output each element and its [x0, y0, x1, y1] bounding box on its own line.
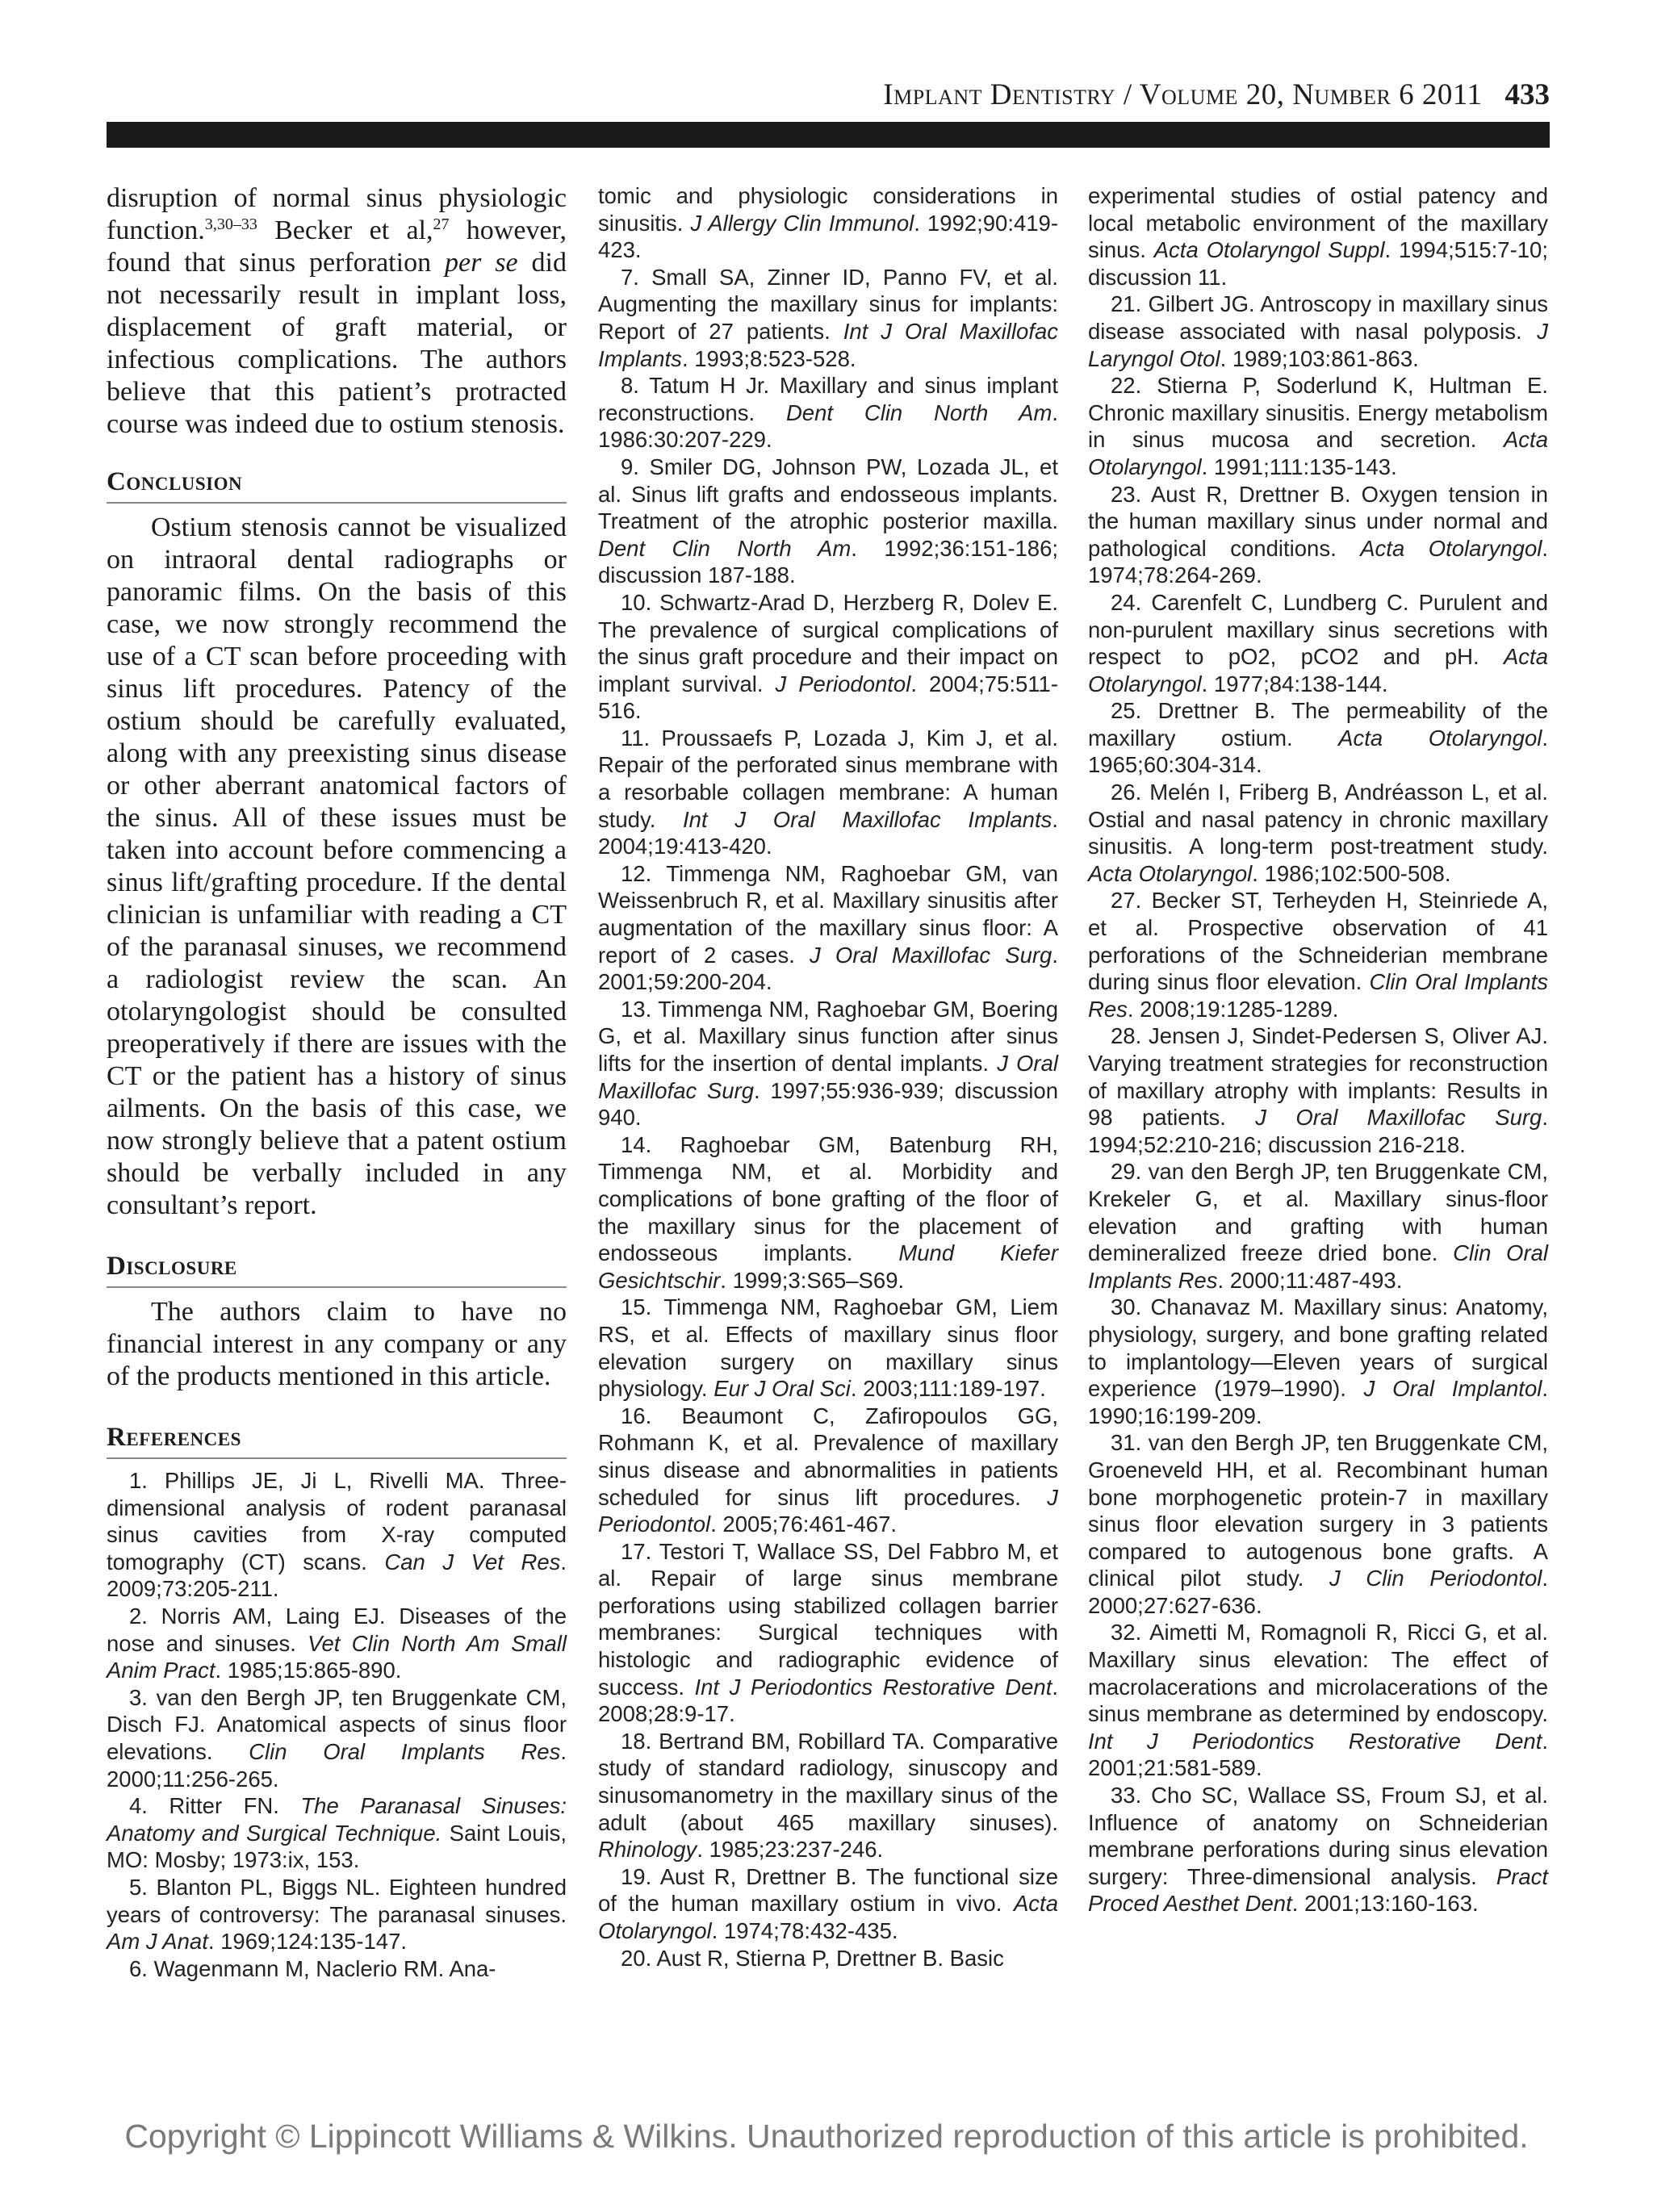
reference-item: 23. Aust R, Drettner B. Oxygen tension in the human maxillary sinus under normal and pathological conditions. Acta Otolaryngol. 1974;78:264-269. — [1088, 481, 1548, 588]
reference-item: 15. Timmenga NM, Raghoebar GM, Liem RS, et al. Effects of maxillary sinus floor elevation surgery on maxillary sinus physiology. Eur J Oral Sci. 2003;111:189-197. — [598, 1294, 1058, 1402]
reference-list-col1 — [107, 1467, 567, 1982]
reference-item: 29. van den Bergh JP, ten Bruggenkate CM, Krekeler G, et al. Maxillary sinus-floor elevation and grafting with human demineralized freeze dried bone. Clin Oral Implants Res. 2000;11:487-493. — [1088, 1159, 1548, 1293]
column-1 — [107, 182, 567, 1982]
reference-item: 27. Becker ST, Terheyden H, Steinriede A, et al. Prospective observation of 41 perforations of the Schneiderian membrane during sinus floor elevation. Clin Oral Implants Res. 2008;19:1285-1289. — [1088, 888, 1548, 1022]
reference-item: 32. Aimetti M, Romagnoli R, Ricci G, et al. Maxillary sinus elevation: The effect of macrolacerations and microlacerations of the sinus membrane as determined by endoscopy. Int J Periodontics Restorative Dent. 2001;21:581-589. — [1088, 1620, 1548, 1781]
disclosure-paragraph: The authors claim to have no financial interest in any company or any of the products mentioned in this article. — [107, 1297, 567, 1391]
citation-superscript: 27 — [433, 215, 450, 233]
reference-item: 26. Melén I, Friberg B, Andréasson L, et al. Ostial and nasal patency in chronic maxillary sinusitis. A long-term post-treatment study. Acta Otolaryngol. 1986;102:500-508. — [1088, 780, 1548, 886]
discussion-paragraph-end: disruption of normal sinus physiologic function.$^{3,30-33}$ Becker et al,$^{27}$ however, found that sinus perforation per se did not necessarily result in implant loss, displacement of graft material, or infectious complications. The authors believe that this patient’s protracted course was indeed due to ostium stenosis. — [107, 183, 567, 439]
reference-item: 28. Jensen J, Sindet-Pedersen S, Oliver AJ. Varying treatment strategies for reconstruction of maxillary atrophy with implants: Results in 98 patients. J Oral Maxillofac Surg. 1994;52:210-216; discussion 216-218. — [1088, 1023, 1548, 1157]
reference-item: 2. Norris AM, Laing EJ. Diseases of the nose and sinuses. Vet Clin North Am Small Anim Pract. 1985;15:865-890. — [107, 1603, 567, 1683]
reference-item: 4. Ritter FN. The Paranasal Sinuses: Anatomy and Surgical Technique. Saint Louis, MO: Mosby; 1973:ix, 153. — [107, 1793, 567, 1873]
references-heading: References — [107, 1420, 567, 1459]
journal-title: Implant Dentistry / Volume 20, Number 6 2011 — [883, 78, 1483, 111]
reference-item: 1. Phillips JE, Ji L, Rivelli MA. Three-dimensional analysis of rodent paranasal sinus cavities from X-ray computed tomography (CT) scans. Can J Vet Res. 2009;73:205-211. — [107, 1468, 567, 1602]
reference-item: 21. Gilbert JG. Antroscopy in maxillary sinus disease associated with nasal polyposis. J Laryngol Otol. 1989;103:861-863. — [1088, 291, 1548, 371]
reference-item: 10. Schwartz-Arad D, Herzberg R, Dolev E. The prevalence of surgical complications of the sinus graft procedure and their impact on implant survival. J Periodontol. 2004;75:511-516. — [598, 589, 1058, 724]
reference-item: 33. Cho SC, Wallace SS, Froum SJ, et al. Influence of anatomy on Schneiderian membrane perforations during sinus elevation surgery: Three-dimensional analysis. Pract Proced Aesthet Dent. 2001;13:160-163. — [1088, 1783, 1548, 1917]
reference-item: 8. Tatum H Jr. Maxillary and sinus implant reconstructions. Dent Clin North Am. 1986:30:207-229. — [598, 373, 1058, 453]
conclusion-paragraph: Ostium stenosis cannot be visualized on intraoral dental radiographs or panoramic films. On the basis of this case, we now strongly recommend the use of a CT scan before proceeding with sinus lift procedures. Patency of the ostium should be carefully evaluated, along with any preexisting sinus disease or other aberrant anatomical factors of the sinus. All of these issues must be taken into account before commencing a sinus lift/grafting procedure. If the dental clinician is unfamiliar with reading a CT of the paranasal sinuses, we recommend a radiologist review the scan. An otolaryngologist should be consulted preoperatively if there are issues with the CT or the patient has a history of sinus ailments. On the basis of this case, we now strongly believe that a patent ostium should be verbally included in any consultant’s report. — [107, 512, 567, 1220]
reference-list-col3 — [1088, 291, 1548, 1917]
running-header — [107, 77, 1550, 118]
reference-item: 13. Timmenga NM, Raghoebar GM, Boering G, et al. Maxillary sinus function after sinus lifts for the insertion of dental implants. J Oral Maxillofac Surg. 1997;55:936-939; discussion 940. — [598, 996, 1058, 1131]
citation-superscript: 3,30–33 — [204, 215, 257, 233]
reference-item: 30. Chanavaz M. Maxillary sinus: Anatomy, physiology, surgery, and bone grafting related to implantology—Eleven years of surgical experience (1979–1990). J Oral Implantol. 1990;16:199-209. — [1088, 1294, 1548, 1428]
reference-item: 12. Timmenga NM, Raghoebar GM, van Weissenbruch R, et al. Maxillary sinusitis after augmentation of the maxillary sinus floor: A report of 2 cases. J Oral Maxillofac Surg. 2001;59:200-204. — [598, 860, 1058, 995]
reference-item: 11. Proussaefs P, Lozada J, Kim J, et al. Repair of the perforated sinus membrane with a resorbable collagen membrane: A human study. Int J Oral Maxillofac Implants. 2004;19:413-420. — [598, 725, 1059, 859]
reference-item: 9. Smiler DG, Johnson PW, Lozada JL, et al. Sinus lift grafts and endosseous implants. Treatment of the atrophic posterior maxilla. Dent Clin North Am. 1992;36:151-186; discussion 187-188. — [598, 454, 1058, 588]
copyright-notice: Copyright © Lippincott Williams & Wilkins. Unauthorized reproduction of this article is prohibited. — [124, 2118, 1529, 2155]
reference-item: 16. Beaumont C, Zafiropoulos GG, Rohmann K, et al. Prevalence of maxillary sinus disease and abnormalities in patients scheduled for sinus lift procedures. J Periodontol. 2005;76:461-467. — [598, 1403, 1058, 1537]
reference-item: experimental studies of ostial patency and local metabolic environment of the maxillary sinus. Acta Otolaryngol Suppl. 1994;515:7-10; discussion 11. — [1088, 183, 1548, 290]
reference-item: 22. Stierna P, Soderlund K, Hultman E. Chronic maxillary sinusitis. Energy metabolism in sinus mucosa and secretion. Acta Otolaryngol. 1991;111:135-143. — [1088, 373, 1548, 479]
reference-item: 7. Small SA, Zinner ID, Panno FV, et al. Augmenting the maxillary sinus for implants: Report of 27 patients. Int J Oral Maxillofac Implants. 1993;8:523-528. — [598, 264, 1058, 371]
page-number: 433 — [1504, 78, 1550, 111]
reference-item: 25. Drettner B. The permeability of the maxillary ostium. Acta Otolaryngol. 1965;60:304-314. — [1088, 698, 1548, 778]
reference-item: 20. Aust R, Stierna P, Drettner B. Basic — [621, 1945, 1004, 1971]
header-bar — [107, 122, 1550, 148]
conclusion-heading: Conclusion — [107, 465, 567, 504]
reference-item: 17. Testori T, Wallace SS, Del Fabbro M, et al. Repair of large sinus membrane perforations using stabilized collagen barrier membranes: Surgical techniques with histologic and radiographic evidence of success. Int J Periodontics Restorative Dent. 2008;28:9-17. — [598, 1538, 1059, 1727]
disclosure-heading: Disclosure — [107, 1249, 567, 1288]
reference-item: 5. Blanton PL, Biggs NL. Eighteen hundred years of controversy: The paranasal sinuses. Am J Anat. 1969;124:135-147. — [107, 1874, 567, 1955]
column-3 — [1088, 182, 1548, 1917]
reference-item: 14. Raghoebar GM, Batenburg RH, Timmenga NM, et al. Morbidity and complications of bone grafting of the floor of the maxillary sinus for the placement of endosseous implants. Mund Kiefer Gesichtschir. 1999;3:S65–S69. — [598, 1131, 1058, 1293]
reference-item: 18. Bertrand BM, Robillard TA. Comparative study of standard radiology, sinuscopy and sinusomanometry in the maxillary sinus of the adult (about 465 maxillary sinuses). Rhinology. 1985;23:237-246. — [598, 1728, 1058, 1863]
reference-item: 31. van den Bergh JP, ten Bruggenkate CM, Groeneveld HH, et al. Recombinant human bone morphogenetic protein-7 in maxillary sinus floor elevation surgery in 3 patients compared to autogenous bone grafts. A clinical pilot study. J Clin Periodontol. 2000;27:627-636. — [1088, 1430, 1548, 1618]
reference-item: 19. Aust R, Drettner B. The functional size of the human maxillary ostium in vivo. Acta Otolaryngol. 1974;78:432-435. — [598, 1863, 1058, 1943]
reference-item: 24. Carenfelt C, Lundberg C. Purulent and non-purulent maxillary sinus secretions with respect to pO2, pCO2 and pH. Acta Otolaryngol. 1977;84:138-144. — [1088, 589, 1548, 696]
reference-item: 6. Wagenmann M, Naclerio RM. Ana- — [129, 1955, 496, 1981]
reference-item: 3. van den Bergh JP, ten Bruggenkate CM, Disch FJ. Anatomical aspects of sinus floor elevations. Clin Oral Implants Res. 2000;11:256-265. — [107, 1684, 567, 1792]
reference-item: tomic and physiologic considerations in sinusitis. J Allergy Clin Immunol. 1992;90:419-423. — [598, 183, 1059, 263]
column-2 — [598, 182, 1058, 1972]
reference-list-col2 — [598, 264, 1058, 1972]
